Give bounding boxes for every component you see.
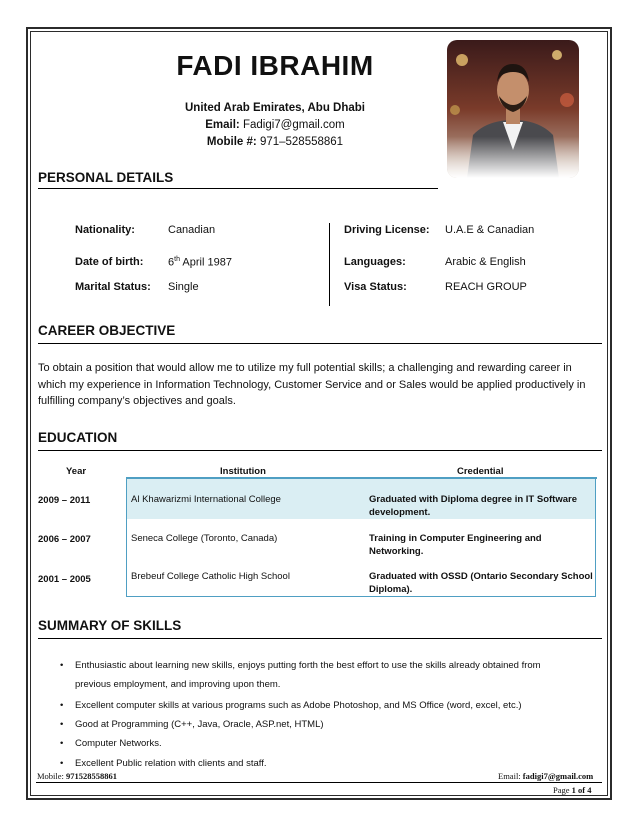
bullet: • <box>60 660 64 671</box>
table-bottom-border <box>126 596 596 597</box>
edu-credential-line: development. <box>369 507 431 518</box>
marital-label: Marital Status: <box>75 281 151 293</box>
profile-photo <box>447 40 579 178</box>
footer-email-value: fadigi7@gmail.com <box>522 771 594 781</box>
edu-credential <box>369 570 594 596</box>
footer-rule <box>36 782 602 783</box>
languages-value: Arabic & English <box>445 256 526 268</box>
skill-text: Excellent Public relation with clients and staff. <box>75 758 267 769</box>
bullet: • <box>60 758 64 769</box>
education-rule <box>38 450 602 451</box>
dob-label: Date of birth: <box>75 256 144 268</box>
marital-value: Single <box>168 281 199 293</box>
education-heading: EDUCATION <box>38 430 118 445</box>
visa-value: REACH GROUP <box>445 281 527 293</box>
edu-credential-line: Graduated with Diploma degree in IT Software <box>369 494 577 505</box>
email-value: Fadigi7@gmail.com <box>242 119 345 131</box>
personal-details-rule <box>38 188 438 189</box>
col-year: Year <box>66 466 87 477</box>
email-line <box>150 119 400 131</box>
bullet: • <box>60 738 64 749</box>
bullet: • <box>60 700 64 711</box>
skill-text: Excellent computer skills at various programs such as Adobe Photoshop, and MS Office (word, excel, etc.) <box>75 700 522 711</box>
table-right-border <box>595 479 596 597</box>
page-label: Page <box>553 785 570 795</box>
skills-rule <box>38 638 602 639</box>
career-objective-heading: CAREER OBJECTIVE <box>38 323 176 338</box>
edu-institution: Brebeuf College Catholic High School <box>131 571 290 582</box>
footer-mobile <box>37 771 117 781</box>
page-current: 1 <box>571 785 576 795</box>
col-institution: Institution <box>220 466 266 477</box>
nationality-label: Nationality: <box>75 224 135 236</box>
edu-credential-line: Graduated with OSSD (Ontario Secondary School <box>369 571 593 582</box>
edu-credential <box>369 493 594 519</box>
mobile-line <box>150 136 400 148</box>
page-total: 4 <box>587 785 592 795</box>
edu-year: 2006 – 2007 <box>38 534 91 545</box>
edu-credential <box>369 532 594 558</box>
personal-details-heading: PERSONAL DETAILS <box>38 170 174 185</box>
email-label: Email: <box>205 119 240 131</box>
edu-institution: Seneca College (Toronto, Canada) <box>131 533 278 544</box>
skill-text: Enthusiastic about learning new skills, enjoys putting forth the best effort to use the skills already obtained from <box>75 660 541 671</box>
career-line: fulfilling company’s objectives and goals. <box>38 395 236 407</box>
edu-institution: Al Khawarizmi International College <box>131 494 281 505</box>
mobile-label: Mobile #: <box>206 136 257 148</box>
col-credential: Credential <box>457 466 504 477</box>
edu-year: 2001 – 2005 <box>38 574 91 585</box>
nationality-value: Canadian <box>168 224 216 236</box>
visa-label: Visa Status: <box>344 281 407 293</box>
personal-divider <box>329 223 330 306</box>
edu-credential-line: Networking. <box>369 546 424 557</box>
skills-heading: SUMMARY OF SKILLS <box>38 618 182 633</box>
license-label: Driving License: <box>344 224 430 236</box>
edu-year: 2009 – 2011 <box>38 495 91 506</box>
career-objective-text <box>38 360 598 410</box>
dob-rest: April 1987 <box>179 256 232 269</box>
table-left-border <box>126 479 127 597</box>
footer-email-label: Email: <box>498 771 521 781</box>
footer-mobile-value: 971528558861 <box>66 771 118 781</box>
bullet: • <box>60 719 64 730</box>
career-objective-rule <box>38 343 602 344</box>
edu-credential-line: Training in Computer Engineering and <box>369 533 542 544</box>
candidate-name: FADI IBRAHIM <box>176 50 374 81</box>
dob-day: 6 <box>168 256 175 269</box>
edu-credential-line: Diploma). <box>369 584 413 595</box>
footer-email <box>498 771 593 781</box>
skill-text: Good at Programming (C++, Java, Oracle, ASP.net, HTML) <box>75 719 324 730</box>
page-number <box>553 785 592 795</box>
page-of: of <box>578 785 586 795</box>
skill-text: previous employment, and improving upon them. <box>75 679 281 690</box>
footer-mobile-label: Mobile: <box>37 771 64 781</box>
languages-label: Languages: <box>344 256 406 268</box>
dob-suffix: th <box>174 256 180 263</box>
license-value: U.A.E & Canadian <box>445 224 535 236</box>
career-line: which my experience in Information Technology, Customer Service and or Sales would be applied productively in <box>38 378 586 391</box>
location: United Arab Emirates, Abu Dhabi <box>185 102 365 114</box>
career-line: To obtain a position that would allow me to utilize my full potential skills; a challenging and rewarding career in <box>38 362 572 374</box>
dob-value <box>168 256 232 269</box>
mobile-value: 971–528558861 <box>259 136 344 148</box>
skill-text: Computer Networks. <box>75 738 162 749</box>
